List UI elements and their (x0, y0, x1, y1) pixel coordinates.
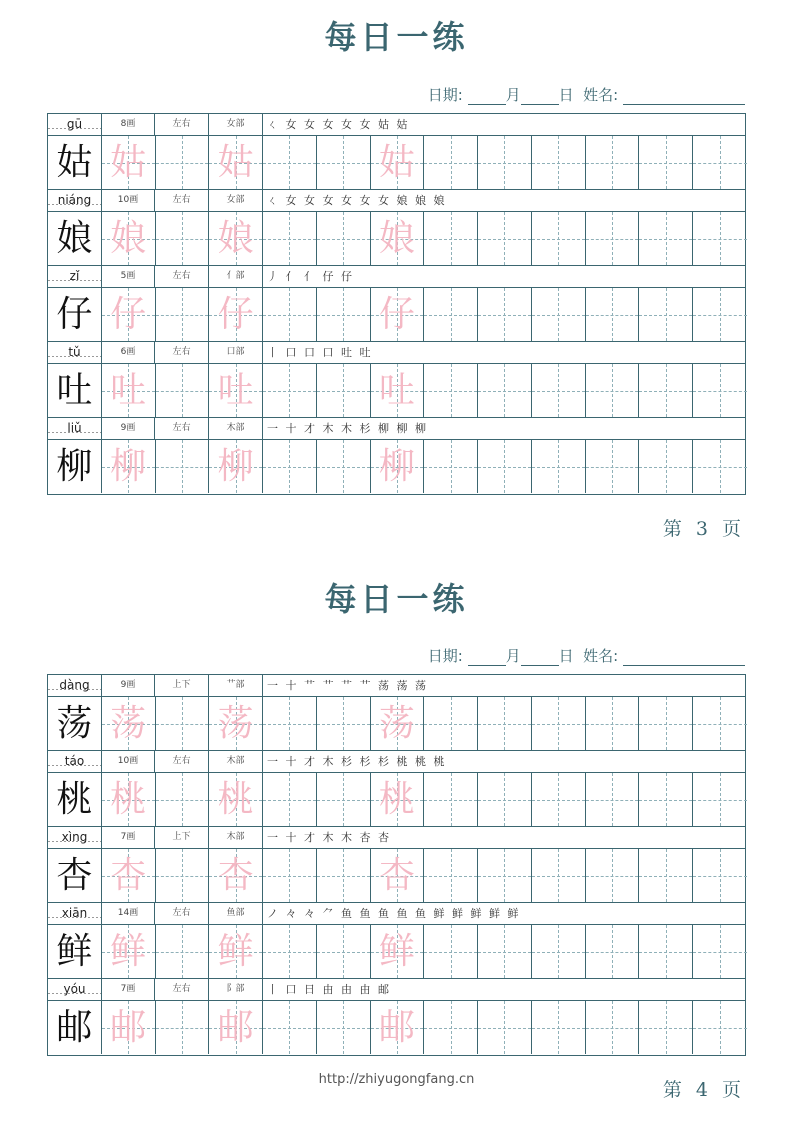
char-info-row (48, 114, 745, 136)
writing-cell[interactable] (371, 849, 425, 902)
model-char-cell (48, 697, 102, 750)
writing-cell[interactable] (371, 440, 425, 493)
date-name-line (428, 645, 745, 666)
writing-cell[interactable] (478, 364, 532, 417)
trace-char: 鲜 (378, 931, 415, 972)
writing-cell[interactable] (371, 697, 425, 750)
trace-char: 邮 (378, 1007, 415, 1048)
writing-cell[interactable] (424, 288, 478, 341)
model-char: 姑 (56, 142, 93, 183)
writing-cell[interactable] (639, 364, 693, 417)
writing-cell[interactable] (371, 136, 425, 189)
structure: 左右 (155, 903, 209, 924)
writing-cell[interactable] (478, 925, 532, 978)
writing-cell[interactable] (102, 440, 156, 493)
stroke-order: 一 十 才 木 杉 杉 杉 桃 桃 桃 (267, 755, 447, 768)
model-char-cell (48, 440, 102, 493)
name-label: 姓名: (583, 647, 619, 665)
writing-cell[interactable] (317, 364, 371, 417)
writing-cell[interactable] (102, 212, 156, 265)
writing-cell[interactable] (532, 212, 586, 265)
structure: 左右 (155, 342, 209, 363)
trace-char: 吐 (217, 370, 254, 411)
writing-cell[interactable] (693, 364, 747, 417)
model-char-cell (48, 288, 102, 341)
trace-char: 杏 (217, 855, 254, 896)
writing-cell[interactable] (371, 925, 425, 978)
pinyin: dàng (48, 675, 102, 696)
writing-cell[interactable] (209, 849, 263, 902)
char-info-row (48, 827, 745, 849)
writing-cell[interactable] (424, 1001, 478, 1054)
stroke-count: 7画 (102, 827, 155, 848)
pinyin: zǐ (48, 266, 102, 287)
model-char: 杏 (56, 855, 93, 896)
writing-cell[interactable] (156, 773, 210, 826)
stroke-count: 9画 (102, 418, 155, 439)
stroke-order: ノ 々 々 ⺈ 鱼 鱼 鱼 鱼 鱼 鲜 鲜 鲜 鲜 鲜 (267, 907, 521, 920)
writing-cell[interactable] (209, 925, 263, 978)
radical: 女部 (209, 190, 263, 211)
name-blank[interactable] (623, 90, 745, 105)
pinyin: xiān (48, 903, 102, 924)
writing-cell[interactable] (478, 440, 532, 493)
writing-cell[interactable] (156, 364, 210, 417)
writing-cell[interactable] (424, 136, 478, 189)
trace-char: 娘 (110, 218, 147, 259)
writing-cell[interactable] (102, 773, 156, 826)
writing-cell[interactable] (424, 849, 478, 902)
radical: 木部 (209, 751, 263, 772)
trace-char: 荡 (110, 703, 147, 744)
writing-cell[interactable] (263, 288, 317, 341)
trace-char: 邮 (217, 1007, 254, 1048)
trace-char: 柳 (378, 446, 415, 487)
writing-cell[interactable] (102, 697, 156, 750)
writing-cell[interactable] (263, 136, 317, 189)
model-char: 邮 (56, 1007, 93, 1048)
stroke-order: 一 十 艹 艹 艹 艹 荡 荡 荡 (267, 679, 428, 692)
trace-char: 姑 (110, 142, 147, 183)
trace-char: 柳 (217, 446, 254, 487)
writing-cell[interactable] (102, 1001, 156, 1054)
writing-cell[interactable] (693, 1001, 747, 1054)
writing-cell[interactable] (156, 697, 210, 750)
writing-cell[interactable] (156, 212, 210, 265)
page-title: 每日一练 (324, 580, 469, 618)
writing-cell[interactable] (478, 288, 532, 341)
pinyin: liǔ (48, 418, 102, 439)
writing-cell[interactable] (371, 212, 425, 265)
writing-cell[interactable] (209, 440, 263, 493)
writing-row (48, 849, 745, 903)
writing-cell[interactable] (156, 288, 210, 341)
writing-cell[interactable] (102, 925, 156, 978)
writing-cell[interactable] (317, 212, 371, 265)
structure: 左右 (155, 266, 209, 287)
stroke-order: 一 十 才 木 木 杉 柳 柳 柳 (267, 422, 428, 435)
writing-cell[interactable] (639, 1001, 693, 1054)
writing-cell[interactable] (317, 773, 371, 826)
writing-cell[interactable] (424, 773, 478, 826)
stroke-count: 10画 (102, 190, 155, 211)
trace-char: 荡 (217, 703, 254, 744)
trace-char: 鲜 (110, 931, 147, 972)
writing-cell[interactable] (693, 773, 747, 826)
writing-cell[interactable] (209, 773, 263, 826)
writing-cell[interactable] (209, 364, 263, 417)
page-title: 每日一练 (324, 18, 469, 56)
name-blank[interactable] (623, 651, 745, 666)
writing-cell[interactable] (156, 440, 210, 493)
radical: 木部 (209, 827, 263, 848)
month-label: 月 (505, 86, 521, 104)
structure: 左右 (155, 979, 209, 1000)
writing-cell[interactable] (371, 364, 425, 417)
writing-cell[interactable] (263, 849, 317, 902)
writing-cell[interactable] (263, 773, 317, 826)
writing-cell[interactable] (478, 697, 532, 750)
writing-cell[interactable] (424, 697, 478, 750)
char-info-row (48, 342, 745, 364)
model-char: 荡 (56, 703, 93, 744)
day-label: 日 (558, 647, 574, 665)
pinyin: yóu (48, 979, 102, 1000)
trace-char: 荡 (378, 703, 415, 744)
model-char: 鲜 (56, 931, 93, 972)
writing-cell[interactable] (263, 697, 317, 750)
trace-char: 吐 (110, 370, 147, 411)
pinyin: gū (48, 114, 102, 135)
model-char-cell (48, 364, 102, 417)
stroke-count: 14画 (102, 903, 155, 924)
page-number: 第 3 页 (662, 518, 745, 540)
stroke-order: ㄑ 女 女 女 女 女 女 娘 娘 娘 (267, 194, 447, 207)
writing-cell[interactable] (156, 1001, 210, 1054)
trace-char: 桃 (110, 779, 147, 820)
practice-grid (47, 113, 746, 495)
char-info-row (48, 903, 745, 925)
writing-cell[interactable] (102, 136, 156, 189)
writing-cell[interactable] (532, 773, 586, 826)
model-char-cell (48, 136, 102, 189)
structure: 左右 (155, 114, 209, 135)
name-label: 姓名: (583, 86, 619, 104)
writing-cell[interactable] (371, 288, 425, 341)
writing-cell[interactable] (317, 849, 371, 902)
writing-cell[interactable] (478, 773, 532, 826)
writing-cell[interactable] (586, 364, 640, 417)
trace-char: 杏 (110, 855, 147, 896)
char-info-row (48, 418, 745, 440)
writing-cell[interactable] (693, 925, 747, 978)
writing-cell[interactable] (586, 925, 640, 978)
footer-url[interactable]: http://zhiyugongfang.cn (318, 1072, 475, 1087)
day-blank[interactable] (521, 651, 559, 666)
model-char-cell (48, 212, 102, 265)
writing-cell[interactable] (102, 364, 156, 417)
writing-cell[interactable] (102, 849, 156, 902)
trace-char: 桃 (217, 779, 254, 820)
trace-char: 娘 (217, 218, 254, 259)
model-char: 娘 (56, 218, 93, 259)
day-label: 日 (558, 86, 574, 104)
writing-cell[interactable] (639, 212, 693, 265)
radical: 鱼部 (209, 903, 263, 924)
pinyin: xìng (48, 827, 102, 848)
model-char-cell (48, 925, 102, 978)
writing-cell[interactable] (532, 1001, 586, 1054)
model-char: 柳 (56, 446, 93, 487)
writing-cell[interactable] (639, 773, 693, 826)
writing-cell[interactable] (532, 849, 586, 902)
trace-char: 仔 (110, 294, 147, 335)
trace-char: 娘 (378, 218, 415, 259)
month-blank[interactable] (468, 651, 506, 666)
writing-cell[interactable] (586, 212, 640, 265)
model-char: 桃 (56, 779, 93, 820)
writing-cell[interactable] (424, 925, 478, 978)
page-number: 第 4 页 (662, 1079, 745, 1101)
stroke-order: 丨 口 日 由 由 由 邮 (267, 983, 391, 996)
writing-cell[interactable] (209, 697, 263, 750)
radical: 口部 (209, 342, 263, 363)
writing-cell[interactable] (317, 288, 371, 341)
structure: 上下 (155, 827, 209, 848)
writing-row (48, 697, 745, 751)
stroke-count: 6画 (102, 342, 155, 363)
writing-row (48, 136, 745, 190)
structure: 左右 (155, 418, 209, 439)
writing-cell[interactable] (639, 136, 693, 189)
writing-cell[interactable] (424, 440, 478, 493)
trace-char: 仔 (217, 294, 254, 335)
trace-char: 姑 (378, 142, 415, 183)
date-label: 日期: (427, 647, 463, 665)
writing-cell[interactable] (532, 288, 586, 341)
writing-cell[interactable] (424, 364, 478, 417)
model-char-cell (48, 1001, 102, 1054)
month-blank[interactable] (468, 90, 506, 105)
writing-cell[interactable] (209, 136, 263, 189)
writing-row (48, 440, 745, 494)
writing-cell[interactable] (586, 288, 640, 341)
stroke-count: 7画 (102, 979, 155, 1000)
radical: 亻部 (209, 266, 263, 287)
model-char: 吐 (56, 370, 93, 411)
writing-cell[interactable] (693, 212, 747, 265)
writing-cell[interactable] (639, 697, 693, 750)
stroke-count: 10画 (102, 751, 155, 772)
trace-char: 吐 (378, 370, 415, 411)
writing-cell[interactable] (532, 697, 586, 750)
stroke-order: 一 十 才 木 木 杏 杏 (267, 831, 391, 844)
model-char: 仔 (56, 294, 93, 335)
writing-cell[interactable] (478, 136, 532, 189)
model-char-cell (48, 773, 102, 826)
stroke-count: 5画 (102, 266, 155, 287)
writing-cell[interactable] (209, 1001, 263, 1054)
trace-char: 仔 (378, 294, 415, 335)
writing-cell[interactable] (317, 440, 371, 493)
writing-cell[interactable] (586, 773, 640, 826)
writing-cell[interactable] (263, 925, 317, 978)
writing-row (48, 773, 745, 827)
writing-cell[interactable] (532, 925, 586, 978)
stroke-count: 9画 (102, 675, 155, 696)
practice-grid (47, 674, 746, 1056)
writing-cell[interactable] (532, 136, 586, 189)
day-blank[interactable] (521, 90, 559, 105)
writing-row (48, 925, 745, 979)
month-label: 月 (505, 647, 521, 665)
writing-cell[interactable] (586, 440, 640, 493)
trace-char: 姑 (217, 142, 254, 183)
writing-cell[interactable] (639, 440, 693, 493)
stroke-order: ㄑ 女 女 女 女 女 姑 姑 (267, 118, 410, 131)
writing-row (48, 288, 745, 342)
writing-cell[interactable] (693, 849, 747, 902)
writing-row (48, 364, 745, 418)
date-name-line (428, 84, 745, 105)
date-label: 日期: (427, 86, 463, 104)
structure: 左右 (155, 190, 209, 211)
writing-cell[interactable] (639, 288, 693, 341)
radical: 艹部 (209, 675, 263, 696)
writing-cell[interactable] (317, 697, 371, 750)
writing-cell[interactable] (317, 925, 371, 978)
writing-cell[interactable] (263, 364, 317, 417)
writing-cell[interactable] (586, 136, 640, 189)
char-info-row (48, 751, 745, 773)
stroke-count: 8画 (102, 114, 155, 135)
writing-cell[interactable] (693, 288, 747, 341)
writing-row (48, 212, 745, 266)
writing-cell[interactable] (209, 212, 263, 265)
writing-cell[interactable] (586, 697, 640, 750)
trace-char: 杏 (378, 855, 415, 896)
stroke-order: 丿 亻 亻 仔 仔 (267, 270, 354, 283)
trace-char: 鲜 (217, 931, 254, 972)
radical: 女部 (209, 114, 263, 135)
stroke-order: 丨 口 口 口 吐 吐 (267, 346, 373, 359)
char-info-row (48, 979, 745, 1001)
writing-cell[interactable] (317, 1001, 371, 1054)
writing-row (48, 1001, 745, 1055)
writing-cell[interactable] (693, 697, 747, 750)
char-info-row (48, 190, 745, 212)
writing-cell[interactable] (263, 1001, 317, 1054)
writing-cell[interactable] (156, 136, 210, 189)
writing-cell[interactable] (639, 849, 693, 902)
writing-cell[interactable] (102, 288, 156, 341)
pinyin: niáng (48, 190, 102, 211)
pinyin: táo (48, 751, 102, 772)
writing-cell[interactable] (478, 1001, 532, 1054)
writing-cell[interactable] (478, 212, 532, 265)
writing-cell[interactable] (156, 925, 210, 978)
pinyin: tǔ (48, 342, 102, 363)
radical: 阝部 (209, 979, 263, 1000)
trace-char: 柳 (110, 446, 147, 487)
writing-cell[interactable] (371, 773, 425, 826)
writing-cell[interactable] (156, 849, 210, 902)
radical: 木部 (209, 418, 263, 439)
writing-cell[interactable] (532, 364, 586, 417)
writing-cell[interactable] (532, 440, 586, 493)
structure: 左右 (155, 751, 209, 772)
writing-cell[interactable] (371, 1001, 425, 1054)
structure: 上下 (155, 675, 209, 696)
trace-char: 桃 (378, 779, 415, 820)
writing-cell[interactable] (317, 136, 371, 189)
writing-cell[interactable] (693, 440, 747, 493)
writing-cell[interactable] (586, 1001, 640, 1054)
writing-cell[interactable] (263, 212, 317, 265)
char-info-row (48, 675, 745, 697)
trace-char: 邮 (110, 1007, 147, 1048)
writing-cell[interactable] (478, 849, 532, 902)
writing-cell[interactable] (424, 212, 478, 265)
writing-cell[interactable] (263, 440, 317, 493)
writing-cell[interactable] (586, 849, 640, 902)
writing-cell[interactable] (693, 136, 747, 189)
model-char-cell (48, 849, 102, 902)
writing-cell[interactable] (209, 288, 263, 341)
char-info-row (48, 266, 745, 288)
writing-cell[interactable] (639, 925, 693, 978)
